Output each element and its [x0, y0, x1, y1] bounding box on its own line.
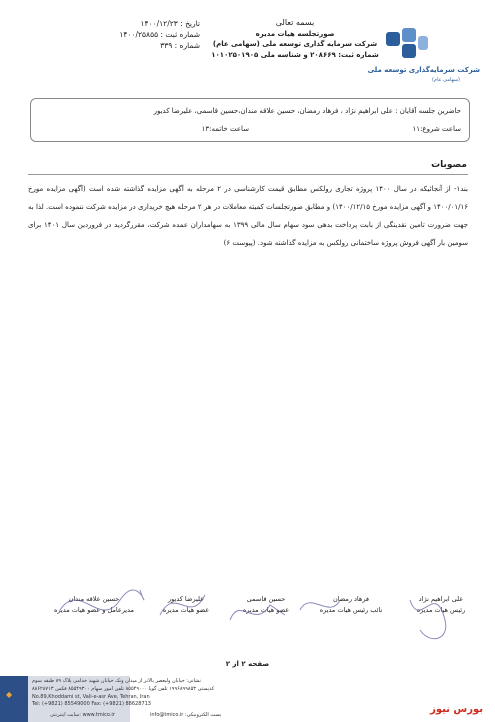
company-name: شرکت سرمایه گذاری توسعه ملی (سهامی عام)	[212, 40, 378, 48]
resolutions-divider	[28, 174, 468, 175]
signatory-name: فرهاد رمضان	[332, 595, 370, 603]
signature-marks	[40, 560, 460, 650]
end-time: ساعت خاتمه:۱۳	[201, 125, 249, 133]
letterhead-footer	[0, 676, 495, 722]
document-title: صورتجلسه هیات مدیره	[255, 29, 335, 38]
resolutions-title: مصوبات	[431, 160, 467, 170]
footer-postal-fa: کدپستی ۱۹۹۶۸۹۹۸۵۳ تلفن گویا ۸۵۵۴۹۰۰۰ تلفن امور سهام ۸۵۵۴۹۳۰۰ فکس ۸۸۶۲۸۷۱۳	[32, 686, 215, 692]
signatory-role: مدیرعامل و عضو هیات مدیره	[53, 606, 134, 614]
footer-phone-en: Tel: (+9821) 85549000 Fax: (+9821) 88628713	[32, 701, 151, 707]
header-meta	[90, 18, 200, 51]
page-number: صفحه ۲ از ۲	[225, 660, 270, 668]
header-center	[210, 18, 380, 60]
signatory-role: رئیس هیات مدیره	[416, 606, 466, 614]
footer-address-en: No.89,Khoddami st, Vali-e-asr Ave, Tehran, Iran	[32, 694, 150, 700]
signatory-name: حسین علاقه مندان	[68, 595, 120, 603]
signatory-name: حسین قاسمی	[246, 595, 286, 603]
resolution-paragraph: بند۱- از آنجائیکه در سال ۱۴۰۰ پروژه تجاری رولکس مطابق قیمت کارشناسی در ۲ مرحله به آگهی مزایده گذاشته شده است (آگهی مزایده مورخ ۱۴۰۰/۰۱/۱۶ و آگهی مزایده مورخ ۱۴۰۰/۱۲/۱۵) و مطابق صورتجلسات کمیته معاملات در هر ۲ مرحله هیچ خریداری در مزایده شرکت ننموده است. لذا به جهت ضرورت تامین نقدینگی از بابت پرداخت بدهی سود سهام سال مالی ۱۳۹۹ به سهامداران عمده شرکت، مقررگردید در فروردین سال ۱۴۰۱ برای سومین بار آگهی فروش پروژه ساختمانی رولکس به مزایده گذاشته شود. (پیوست ۶)	[28, 185, 468, 247]
bismillah: بسمه تعالی	[275, 18, 315, 27]
logo-company-type: (سهامی عام)	[432, 77, 460, 83]
signatory-name: علیرضا کدیور	[168, 595, 204, 603]
attendees-line: حاضرین جلسه آقایان : علی ابراهیم نژاد ، فرهاد رمضان، حسین علاقه مندان،حسین قاسمی، علیرضا کدیور	[153, 107, 461, 115]
footer-logo-icon: ◆	[6, 690, 13, 699]
reg-number-line: شماره ثبت : ۱۴۰۰/۲۵۸۵۵	[119, 30, 200, 39]
signatory-name: علی ابراهیم نژاد	[418, 595, 464, 603]
number-line: شماره : ۳۳۹	[160, 41, 200, 50]
registration-info: شماره ثبت: ۲۰۸۶۶۹ و شناسه ملی ۱۰۱۰۲۵۰۱۹۰۵	[211, 50, 379, 59]
attendance-box	[30, 98, 470, 142]
signatory-role: نائب رئیس هیات مدیره	[319, 606, 383, 614]
footer-logo-bar	[0, 676, 28, 722]
signatory-role: عضو هیات مدیره	[242, 606, 290, 614]
signatory-role: عضو هیات مدیره	[162, 606, 210, 614]
footer-website: سایت اینترنتی: www.tmico.ir	[50, 712, 115, 718]
watermark-brand: بورس نیوز	[430, 704, 483, 715]
logo-company-name: شرکت سرمایه‌گذاری توسعه ملی	[367, 66, 480, 74]
start-time: ساعت شروع:۱۱	[412, 125, 461, 133]
company-logo	[382, 26, 432, 64]
footer-address-fa: نشانی: خیابان ولیعصر بالاتر از میدان ونک خیابان شهید خدامی پلاک ۸۹ طبقه سوم	[32, 678, 201, 684]
footer-email: info@tmico.ir :پست الکترونیکی	[150, 712, 222, 718]
date-line: تاریخ : ۱۴۰۰/۱۲/۲۳	[140, 19, 200, 28]
